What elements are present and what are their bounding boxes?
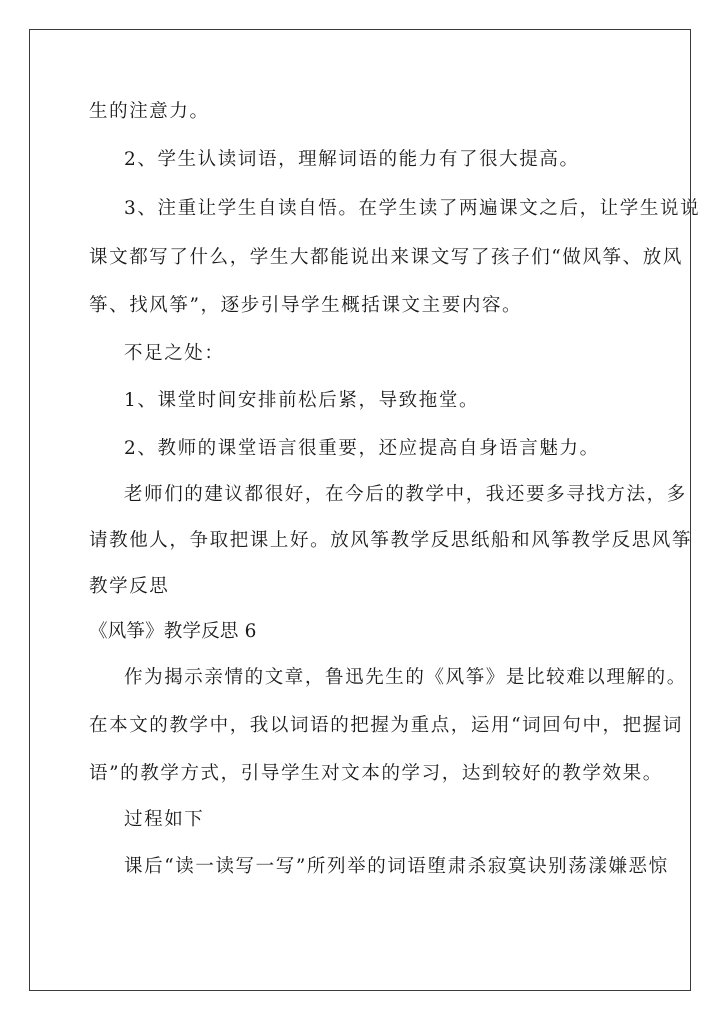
text-line: 不足之处：: [124, 343, 225, 364]
text-line: 课后“读一读写一写”所列举的词语堕肃杀寂寞诀别荡漾嫌恶惊: [124, 856, 669, 877]
text-line: 筝、找风筝”，逐步引导学生概括课文主要内容。: [89, 295, 523, 316]
text-line: 教学反思: [89, 576, 170, 597]
text-line: 生的注意力。: [89, 101, 210, 122]
text-line: 2、教师的课堂语言很重要，还应提高自身语言魅力。: [124, 438, 600, 459]
text-line: 1、课堂时间安排前松后紧，导致拖堂。: [124, 390, 480, 411]
text-line: 过程如下: [124, 809, 205, 830]
section-heading: 《风筝》教学反思 6: [89, 621, 257, 642]
text-line: 作为揭示亲情的文章，鲁迅先生的《风筝》是比较难以理解的。: [124, 667, 687, 688]
text-line: 老师们的建议都很好，在今后的教学中，我还要多寻找方法，多: [124, 484, 687, 505]
text-line: 请教他人，争取把课上好。放风筝教学反思纸船和风筝教学反思风筝: [89, 530, 693, 551]
text-line: 在本文的教学中，我以词语的把握为重点，运用“词回句中，把握词: [89, 715, 683, 736]
text-line: 课文都写了什么，学生大都能说出来课文写了孩子们“做风筝、放风: [89, 247, 683, 268]
text-line: 2、学生认读词语，理解词语的能力有了很大提高。: [124, 149, 580, 170]
text-line: 语”的教学方式，引导学生对文本的学习，达到较好的教学效果。: [89, 763, 663, 784]
text-line: 3、注重让学生自读自悟。在学生读了两遍课文之后，让学生说说: [124, 198, 701, 219]
page-border: [29, 29, 691, 991]
